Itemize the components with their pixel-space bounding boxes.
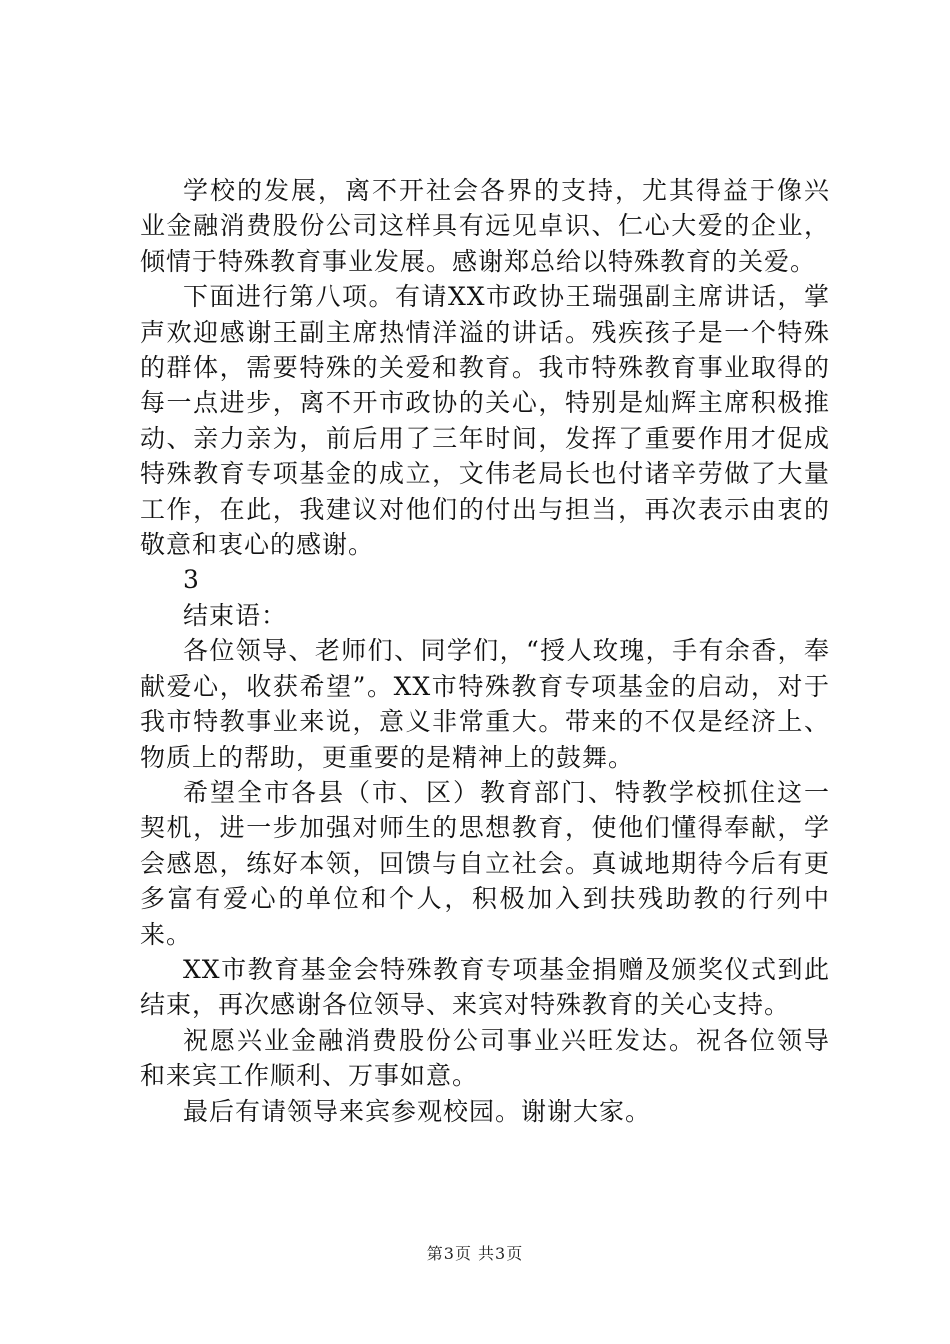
paragraph-7: 最后有请领导来宾参观校园。谢谢大家。 [183, 1096, 652, 1126]
paragraph-2: 下面进行第八项。有请XX市政协王瑞强副主席讲话，掌声欢迎感谢王副主席热情洋溢的讲话。残疾孩子是一个特殊的群体，需要特殊的关爱和教育。我市特殊教育事业取得的每一点进步，离不开市政协的关心，特别是灿辉主席积极推动、亲力亲为，前后用了三年时间，发挥了重要作用才促成特殊教育专项基金的成立，文伟老局长也付诸辛劳做了大量工作，在此，我建议对他们的付出与担当，再次表示由衷的敬意和衷心的感谢。 [140, 282, 830, 560]
paragraph-3: 各位领导、老师们、同学们，“授人玫瑰，手有余香，奉献爱心，收获希望”。XX市特殊教育专项基金的启动，对于我市特教事业来说，意义非常重大。带来的不仅是经济上、物质上的帮助，更重要的是精神上的鼓舞。 [140, 636, 830, 772]
section-number: 3 [183, 565, 200, 595]
paragraph-5: XX市教育基金会特殊教育专项基金捐赠及颁奖仪式到此结束，再次感谢各位领导、来宾对特殊教育的关心支持。 [140, 954, 830, 1020]
page-footer: 第3页 共3页 [426, 1244, 524, 1263]
document-body [140, 173, 830, 1129]
paragraph-1: 学校的发展，离不开社会各界的支持，尤其得益于像兴业金融消费股份公司这样具有远见卓识、仁心大爱的企业，倾情于特殊教育事业发展。感谢郑总给以特殊教育的关爱。 [140, 176, 830, 276]
closing-heading: 结束语： [183, 600, 288, 630]
paragraph-6: 祝愿兴业金融消费股份公司事业兴旺发达。祝各位领导和来宾工作顺利、万事如意。 [140, 1025, 830, 1091]
paragraph-4: 希望全市各县（市、区）教育部门、特教学校抓住这一契机，进一步加强对师生的思想教育，使他们懂得奉献，学会感恩，练好本领，回馈与自立社会。真诚地期待今后有更多富有爱心的单位和个人，积极加入到扶残助教的行列中来。 [140, 777, 830, 949]
